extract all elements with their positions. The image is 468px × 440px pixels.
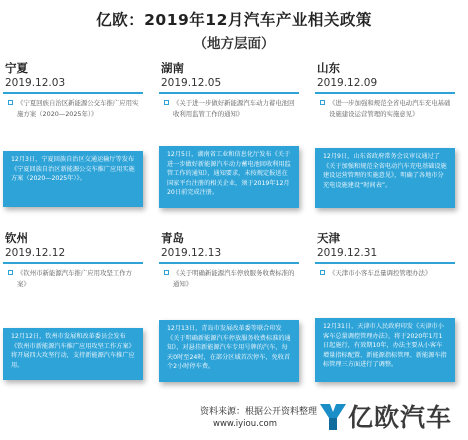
bullet-icon [8, 100, 13, 105]
policy-date: 2019.12.09 [317, 77, 378, 89]
logo-mark-icon [318, 398, 348, 432]
policy-detail-box: 12月13日，青岛市发展改革委等联合印发《关于明确新能源汽车停放服务收费标准的通知》，对悬挂新能源汽车专用号牌的汽车，每天0时至24时，在部分区域首次停车，免收首个2小时停车费。 [159, 320, 299, 382]
divider [3, 262, 143, 264]
policy-title-text: 《宁夏回族自治区新能源公交车推广应用实施方案（2020—2025年）》 [17, 99, 139, 118]
region-name: 天津 [317, 231, 340, 245]
logo-text: 亿欧汽车 [348, 403, 453, 432]
policy-detail-box: 12月5日，湖南省工业和信息化厅发布《关于进一步做好新能源汽车动力蓄电池回收利用监管工作的通知》，通知要求，未按规定报送在国家平台注册的相关企业，须于2019年12月20日前完成注册。 [159, 146, 299, 208]
region-name: 宁夏 [5, 61, 28, 75]
source-note: 资料来源：根据公开资料整理 [200, 407, 318, 417]
policy-title-text: 《进一步加强和规范全省电动汽车充电基础设施建设运营管理的实施意见》 [329, 99, 451, 118]
divider [159, 262, 299, 264]
policy-title-text: 《钦州市新能源汽车推广应用攻坚工作方案》 [17, 269, 133, 288]
policy-title-text: 《关于进一步做好新能源汽车动力蓄电池回收利用监管工作的通知》 [173, 99, 295, 118]
policy-title-text: 《天津市小客车总量调控管理办法》 [329, 269, 432, 277]
policy-detail-box: 12月9日，山东省政府常务会议审议通过了《关于加强和规范全省电动汽车充电基础设施建设运营管理的实施意见》，明确了各地市分充电设施建设“时间表”。 [315, 148, 455, 208]
policy-title [17, 268, 141, 290]
bullet-icon [320, 270, 325, 275]
bullet-icon [164, 100, 169, 105]
page-title: 亿欧：2019年12月汽车产业相关政策 [96, 11, 372, 29]
policy-date: 2019.12.31 [317, 247, 378, 259]
policy-title [17, 98, 141, 120]
policy-detail-box: 12月3日，宁夏回族自治区交通运输厅等发布《宁夏回族自治区新能源公交车推广应用实施方案（2020—2025年）》。 [3, 151, 143, 207]
page-subtitle: （地方层面） [193, 36, 275, 52]
policy-title [173, 98, 297, 120]
policy-detail-box: 12月12日，钦州市发展和改革委员会发布《钦州市新能源汽车推广应用攻坚工作方案》将开展四大攻坚行动，支持新能源汽车推广应用。 [3, 328, 143, 380]
policy-date: 2019.12.12 [5, 247, 66, 259]
bullet-icon [8, 270, 13, 275]
source-url: www.iyiou.com [213, 419, 277, 429]
divider [315, 92, 455, 94]
policy-detail-box: 12月31日，天津市人民政府印发《天津市小客车总量调控管理办法》，将于2020年1月1日起施行，有效期10年，办法主要从小客车增量指标配置、新能源指标管理、新能源车指标管理三方面进行了调整。 [315, 318, 455, 382]
policy-title [329, 268, 453, 279]
policy-title-text: 《关于明确新能源汽车停放服务收费标准的通知》 [173, 269, 295, 288]
bullet-icon [164, 270, 169, 275]
region-name: 湖南 [161, 61, 184, 75]
policy-title [329, 98, 453, 120]
divider [315, 262, 455, 264]
divider [3, 92, 143, 94]
policy-date: 2019.12.13 [161, 247, 222, 259]
policy-date: 2019.12.05 [161, 77, 222, 89]
iyiou-auto-logo [318, 396, 468, 440]
policy-date: 2019.12.03 [5, 77, 66, 89]
divider [159, 92, 299, 94]
policy-title [173, 268, 297, 290]
region-name: 青岛 [161, 231, 184, 245]
region-name: 山东 [317, 61, 340, 75]
region-name: 钦州 [5, 231, 28, 245]
bullet-icon [320, 100, 325, 105]
